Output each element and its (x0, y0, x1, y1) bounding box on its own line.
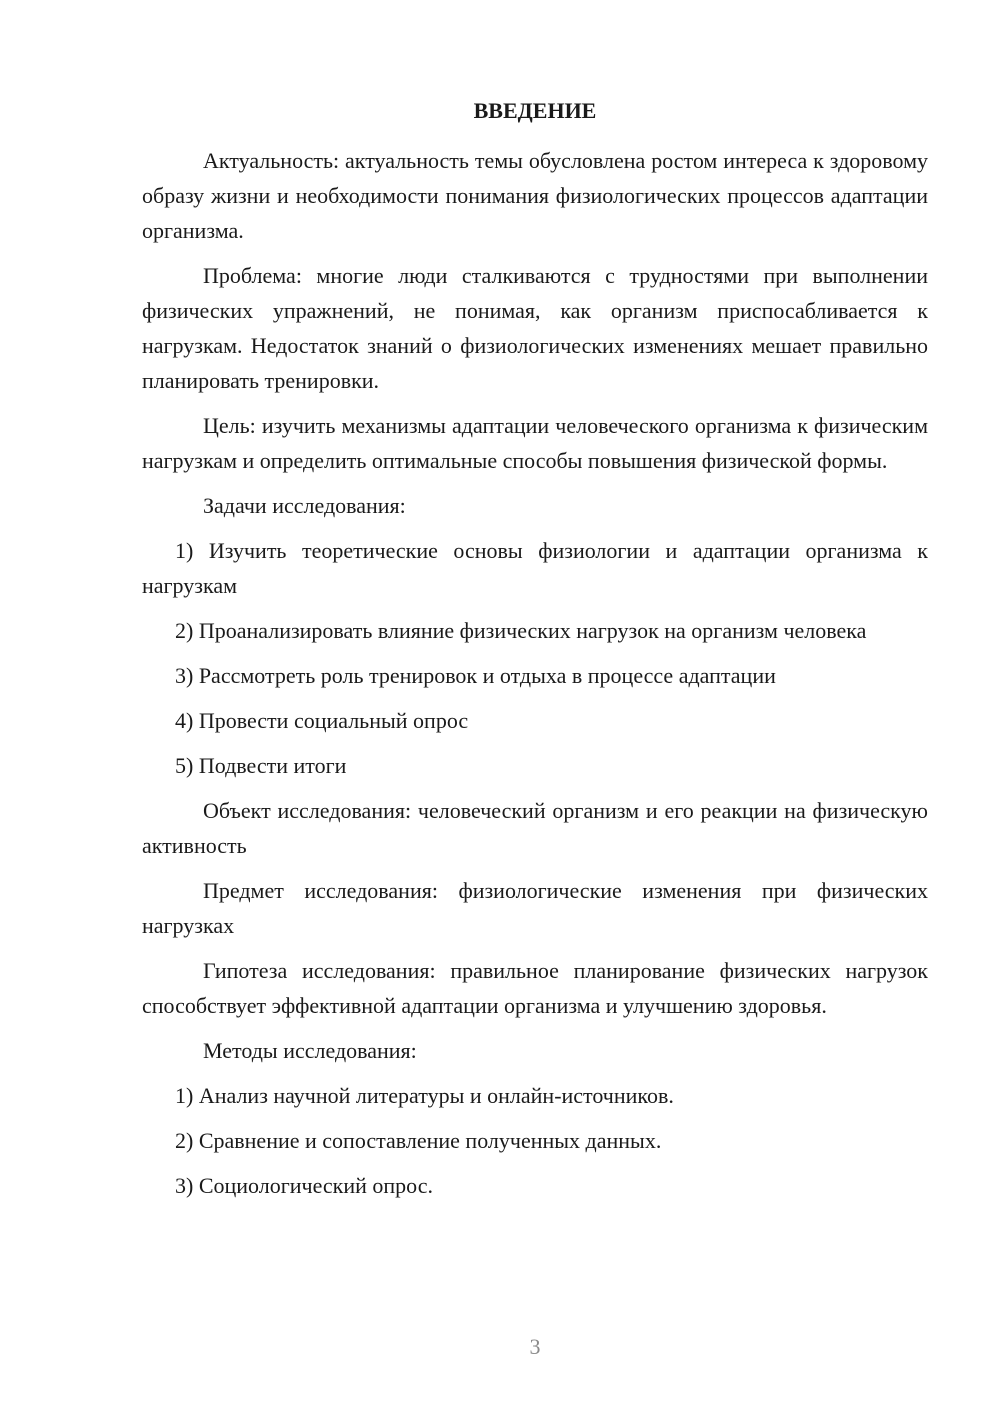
task-item-1: 1) Изучить теоретические основы физиологии и адаптации организма к нагрузкам (142, 538, 928, 598)
goal-paragraph: Цель: изучить механизмы адаптации человеческого организма к физическим нагрузкам и определить оптимальные способы повышения физической формы. (142, 413, 928, 473)
methods-title: Методы исследования: (203, 1038, 417, 1063)
task-item-2: 2) Проанализировать влияние физических нагрузок на организм человека (175, 618, 867, 643)
task-item-3: 3) Рассмотреть роль тренировок и отдыха в процессе адаптации (175, 663, 776, 688)
subject-paragraph: Предмет исследования: физиологические изменения при физических нагрузках (142, 878, 928, 938)
method-item-3: 3) Социологический опрос. (175, 1173, 433, 1198)
problem-paragraph: Проблема: многие люди сталкиваются с трудностями при выполнении физических упражнений, не понимая, как организм приспосабливается к нагрузкам. Недостаток знаний о физиологических изменениях мешает правильно планировать тренировки. (142, 263, 928, 393)
relevance-paragraph: Актуальность: актуальность темы обусловлена ростом интереса к здоровому образу жизни и необходимости понимания физиологических процессов адаптации организма. (142, 148, 928, 243)
method-item-1: 1) Анализ научной литературы и онлайн-источников. (175, 1083, 674, 1108)
document-page (142, 0, 928, 1414)
page-number: 3 (529, 1334, 541, 1359)
object-paragraph: Объект исследования: человеческий организм и его реакции на физическую активность (142, 798, 928, 858)
hypothesis-paragraph: Гипотеза исследования: правильное планирование физических нагрузок способствует эффективной адаптации организма и улучшению здоровья. (142, 958, 928, 1018)
task-item-4: 4) Провести социальный опрос (175, 708, 469, 733)
method-item-2: 2) Сравнение и сопоставление полученных данных. (175, 1128, 662, 1153)
page-heading: ВВЕДЕНИЕ (473, 98, 597, 123)
tasks-title: Задачи исследования: (203, 493, 406, 518)
page-content (142, 143, 928, 1213)
task-item-5: 5) Подвести итоги (175, 753, 347, 778)
